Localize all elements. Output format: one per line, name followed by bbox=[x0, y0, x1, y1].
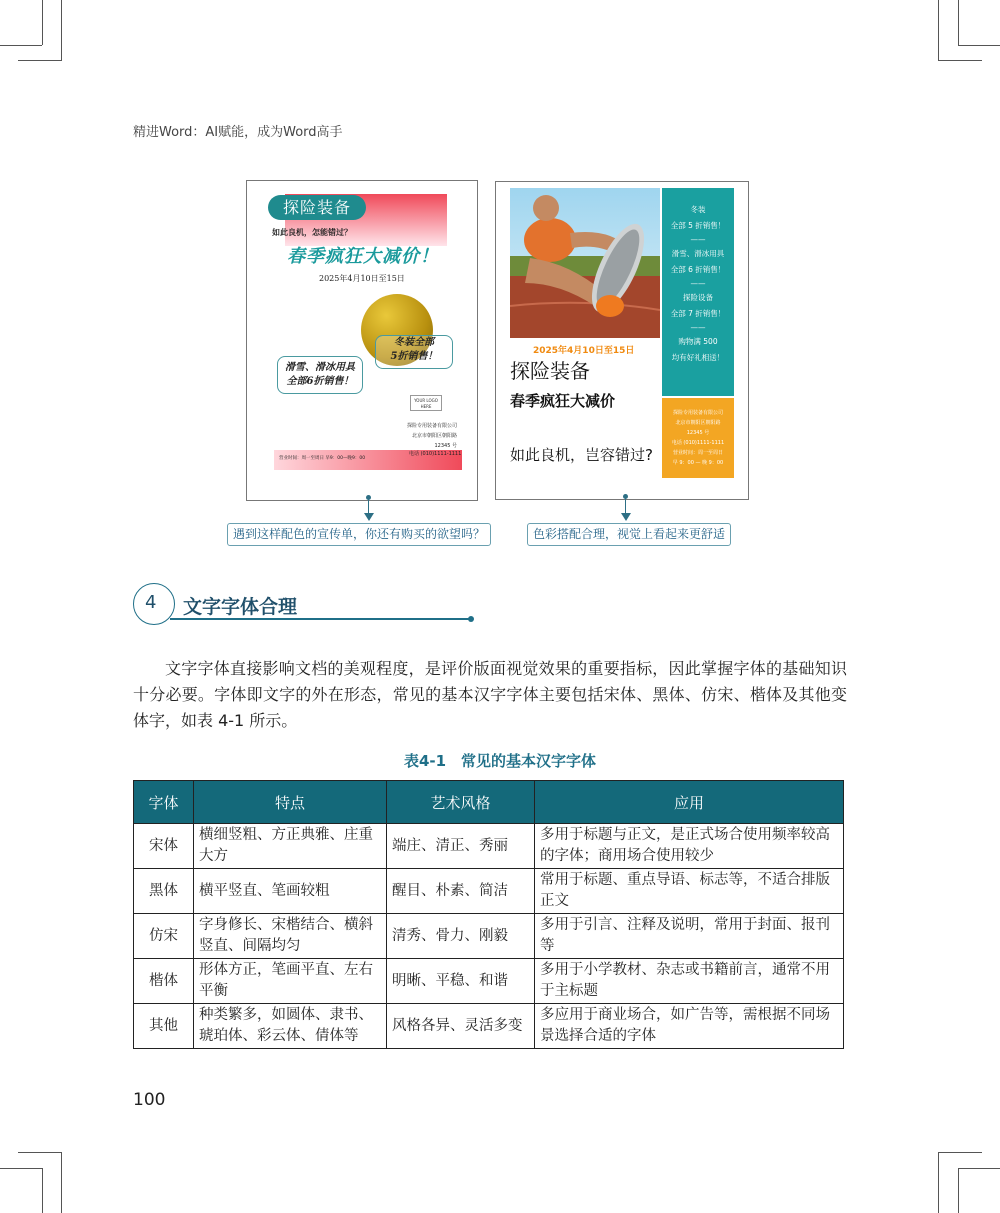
table-row bbox=[134, 1004, 844, 1049]
crop-mark bbox=[958, 1168, 1000, 1169]
crop-mark bbox=[0, 1168, 42, 1169]
table-row bbox=[134, 869, 844, 914]
right-figure-caption: 色彩搭配合理，视觉上看起来更舒适 bbox=[527, 523, 731, 546]
section-underline bbox=[170, 618, 471, 620]
arrow-down-icon bbox=[621, 513, 631, 521]
promo-box-ski bbox=[277, 356, 363, 394]
crop-mark bbox=[938, 0, 939, 60]
orange-line: 探险专用装备有限公司 bbox=[672, 410, 723, 416]
table-cell: 种类繁多，如圆体、隶书、琥珀体、彩云体、倩体等 bbox=[194, 1004, 387, 1049]
promo-box-winter bbox=[375, 335, 453, 369]
flyer-date: 2025年4月10日至15日 bbox=[533, 346, 635, 356]
orange-line: 电话 (010)1111-1111 bbox=[671, 440, 725, 446]
table-header-cell: 字体 bbox=[134, 781, 194, 824]
runner-photo-graphic bbox=[510, 188, 660, 338]
business-hours: 营业时间：周一至周日 早9：00—晚9：00 bbox=[279, 456, 366, 461]
section-number: 4 bbox=[145, 592, 157, 613]
table-cell: 横细竖粗、方正典雅、庄重大方 bbox=[194, 824, 387, 869]
promo-line: 5折销售！ bbox=[390, 351, 438, 362]
teal-divider: —— bbox=[690, 323, 706, 332]
teal-divider: —— bbox=[690, 279, 706, 288]
crop-mark bbox=[938, 1152, 982, 1153]
crop-mark bbox=[18, 60, 62, 61]
contact-line: 12345 号 bbox=[434, 443, 457, 449]
orange-line: 12345 号 bbox=[686, 430, 710, 436]
table-cell: 多应用于商业场合，如广告等，需根据不同场景选择合适的字体 bbox=[535, 1004, 844, 1049]
crop-mark bbox=[958, 0, 959, 45]
crop-mark bbox=[958, 45, 1000, 46]
page-number: 100 bbox=[133, 1090, 166, 1110]
phone-number: 电话 (010)1111-1111 bbox=[409, 451, 462, 457]
crop-mark bbox=[938, 1152, 939, 1213]
arrow-down-icon bbox=[364, 513, 374, 521]
flyer-subtitle: 如此良机，怎能错过？ bbox=[272, 227, 352, 237]
flyer-title: 探险装备 bbox=[510, 359, 590, 383]
orange-contact-block bbox=[662, 398, 734, 478]
table-cell: 多用于小学教材、杂志或书籍前言，通常不用于主标题 bbox=[535, 959, 844, 1004]
orange-line: 营业时间：周一至周日 bbox=[672, 450, 723, 456]
connector-line bbox=[368, 498, 369, 514]
orange-line: 北京市朝阳区朝阳路 bbox=[675, 420, 721, 426]
table-row bbox=[134, 824, 844, 869]
crop-mark bbox=[18, 1152, 62, 1153]
orange-line: 早 9：00 — 晚 9：00 bbox=[672, 460, 724, 466]
table-caption: 表4-1 常见的基本汉字字体 bbox=[403, 752, 597, 770]
table-row bbox=[134, 914, 844, 959]
table-header-cell: 艺术风格 bbox=[387, 781, 535, 824]
teal-line: 均有好礼相送！ bbox=[671, 353, 725, 362]
logo-line: YOUR LOGO bbox=[414, 398, 438, 403]
contact-line: 探险专用装备有限公司 bbox=[406, 423, 457, 429]
flyer-title-pill: 探险装备 bbox=[268, 195, 366, 220]
crop-mark bbox=[42, 1168, 43, 1213]
table-cell: 常用于标题、重点导语、标志等，不适合排版正文 bbox=[535, 869, 844, 914]
section-title: 文字字体合理 bbox=[183, 596, 298, 618]
crop-mark bbox=[61, 1152, 62, 1213]
flyer-date: 2025年4月10日至15日 bbox=[319, 274, 405, 283]
table-cell: 明晰、平稳、和谐 bbox=[387, 959, 535, 1004]
promo-line: 全部6折销售！ bbox=[286, 376, 354, 387]
teal-line: 购物满 500 bbox=[678, 337, 718, 346]
table-header-cell: 特点 bbox=[194, 781, 387, 824]
promo-line: 滑雪、滑冰用具 bbox=[285, 362, 355, 373]
table-cell: 仿宋 bbox=[134, 914, 194, 959]
table-row bbox=[134, 959, 844, 1004]
table-cell: 端庄、清正、秀丽 bbox=[387, 824, 535, 869]
contact-line: 北京市朝阳区朝阳路 bbox=[411, 433, 457, 439]
body-paragraph: 文字字体直接影响文档的美观程度，是评价版面视觉效果的重要指标，因此掌握字体的基础知识十分必要。字体即文字的外在形态，常见的基本汉字字体主要包括宋体、黑体、仿宋、楷体及其他变体字，如表 4-1 所示。 bbox=[133, 659, 847, 730]
promo-line: 冬装全部 bbox=[394, 337, 434, 348]
table-header-row bbox=[134, 781, 844, 824]
runner-shoe-photo bbox=[510, 188, 660, 338]
table-cell: 宋体 bbox=[134, 824, 194, 869]
table-header-cell: 应用 bbox=[535, 781, 844, 824]
logo-placeholder bbox=[410, 395, 442, 411]
table-cell: 清秀、骨力、刚毅 bbox=[387, 914, 535, 959]
teal-line: 全部 6 折销售！ bbox=[670, 265, 726, 274]
table-cell: 横平竖直、笔画较粗 bbox=[194, 869, 387, 914]
crop-mark bbox=[42, 0, 43, 45]
crop-mark bbox=[958, 1168, 959, 1213]
table-cell: 其他 bbox=[134, 1004, 194, 1049]
section-underline-dot bbox=[468, 616, 474, 622]
bad-flyer-figure bbox=[246, 180, 478, 501]
connector-line bbox=[625, 497, 626, 514]
left-figure-caption: 遇到这样配色的宣传单，你还有购买的欲望吗？ bbox=[227, 523, 491, 546]
teal-promo-column bbox=[662, 188, 734, 396]
table-cell: 楷体 bbox=[134, 959, 194, 1004]
table-cell: 字身修长、宋楷结合、横斜竖直、间隔均匀 bbox=[194, 914, 387, 959]
table-cell: 多用于引言、注释及说明，常用于封面、报刊等 bbox=[535, 914, 844, 959]
teal-divider: —— bbox=[690, 235, 706, 244]
running-header: 精进Word：AI赋能，成为Word高手 bbox=[133, 125, 343, 140]
table-cell: 风格各异、灵活多变 bbox=[387, 1004, 535, 1049]
teal-line: 全部 5 折销售！ bbox=[670, 221, 726, 230]
table-cell: 多用于标题与正文，是正式场合使用频率较高的字体；商用场合使用较少 bbox=[535, 824, 844, 869]
table-cell: 形体方正，笔画平直、左右平衡 bbox=[194, 959, 387, 1004]
flyer-subtitle: 春季疯狂大减价 bbox=[510, 392, 616, 410]
good-flyer-figure bbox=[495, 181, 749, 500]
crop-mark bbox=[61, 0, 62, 60]
table-cell: 醒目、朴素、简洁 bbox=[387, 869, 535, 914]
teal-line: 探险设备 bbox=[683, 293, 713, 302]
flyer-headline: 春季疯狂大减价！ bbox=[287, 246, 439, 267]
logo-line: HERE bbox=[420, 404, 432, 409]
contact-block bbox=[365, 421, 457, 451]
table-cell: 黑体 bbox=[134, 869, 194, 914]
teal-line: 滑雪、滑冰用具 bbox=[671, 249, 725, 258]
teal-line: 冬装 bbox=[690, 205, 706, 214]
crop-mark bbox=[938, 60, 982, 61]
font-table bbox=[133, 780, 844, 1049]
teal-line: 全部 7 折销售！ bbox=[670, 309, 726, 318]
flyer-slogan: 如此良机，岂容错过? bbox=[510, 446, 653, 464]
crop-mark bbox=[0, 45, 42, 46]
